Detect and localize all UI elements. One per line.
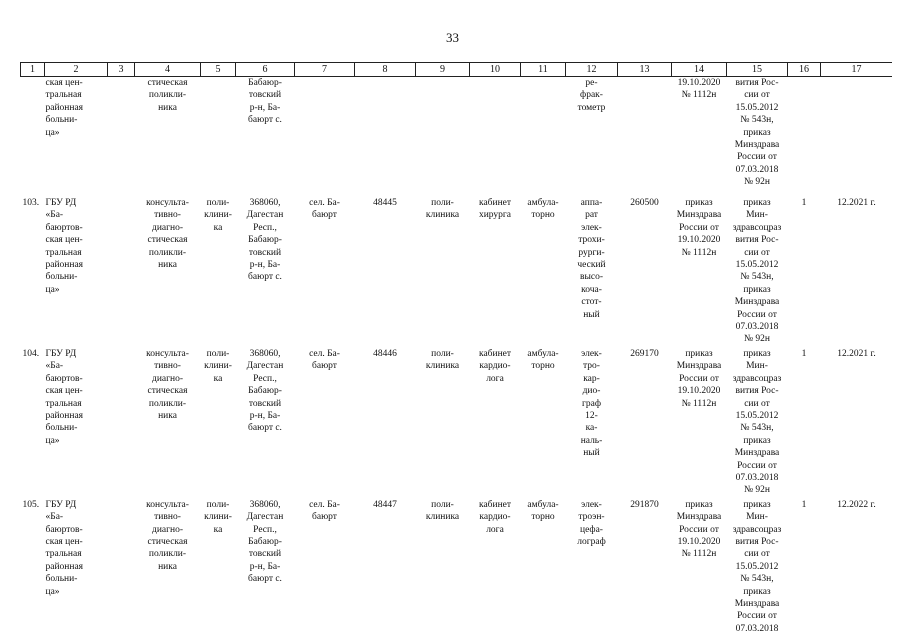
cell-type: поли- клини- ка — [204, 499, 232, 535]
cell-cost: 260500 — [630, 198, 659, 208]
cell-type: поли- клини- ка — [204, 348, 232, 384]
cell-equipment: элек- тро- кар- дио- граф 12- ка- наль- ный — [580, 348, 603, 459]
cell-empty — [108, 346, 135, 497]
cell-locality — [295, 77, 355, 196]
column-header: 11 — [521, 63, 566, 77]
cell-order: приказ Минздрава России от 19.10.2020 № 1112н — [676, 499, 722, 560]
cell-quantity: 1 — [801, 348, 807, 359]
cell-subdivision: консульта- тивно- диагно- стическая поликли- ника — [146, 348, 189, 421]
cell-address: 368060, Дагестан Респ., Бабаюр- товский р-н, Ба- баюрт с. — [246, 198, 284, 283]
page-number: 33 — [446, 30, 459, 45]
continuation-row — [21, 77, 893, 196]
cell-address: Бабаюр- товский р-н, Ба- баюрт с. — [248, 78, 282, 126]
column-number-row — [21, 63, 893, 77]
table-row — [21, 195, 893, 346]
cell-equipment: ре- фрак- тометр — [577, 78, 606, 113]
column-header: 14 — [672, 63, 727, 77]
cell-order: приказ Минздрава России от 19.10.2020 № 1112н — [676, 348, 722, 409]
cell-number — [21, 77, 45, 196]
column-header: 16 — [788, 63, 821, 77]
cell-code: 48446 — [373, 348, 397, 359]
cell-cabinet: кабинет кардио- лога — [478, 348, 512, 384]
cell-mode: амбула- торно — [527, 348, 559, 372]
cell-address: 368060, Дагестан Респ., Бабаюр- товский р-н, Ба- баюрт с. — [246, 499, 284, 585]
table-row — [21, 497, 893, 637]
column-header: 13 — [618, 63, 672, 77]
cell-number: 105. — [22, 499, 40, 510]
cell-empty — [108, 497, 135, 637]
cell-subdivision: консульта- тивно- диагно- стическая поликли- ника — [146, 198, 189, 271]
cell-organization: ГБУ РД «Ба- баюртов- ская цен- тральная районная больни- ца» — [45, 499, 84, 597]
column-header: 8 — [355, 63, 416, 77]
cell-mode: амбула- торно — [527, 198, 559, 221]
equipment-table-wrapper — [20, 62, 892, 640]
cell-code: 48445 — [373, 198, 397, 208]
cell-date: 12.2021 г. — [837, 198, 876, 208]
cell-cost — [618, 77, 672, 196]
table-row — [21, 346, 893, 497]
cell-organization: ГБУ РД «Ба- баюртов- ская цен- тральная районная больни- ца» — [45, 348, 84, 446]
cell-number: 104. — [22, 348, 40, 359]
cell-cabinet — [470, 77, 521, 196]
cell-number: 103. — [22, 198, 40, 208]
column-header: 2 — [45, 63, 108, 77]
cell-standard: приказ Мин- здравсоцраз вития Рос- сии от 15.05.2012 № 543н, приказ Минздрава России от 07.03.2018 № 92н — [732, 348, 782, 496]
cell-equipment: элек- троэн- цефа- лограф — [577, 499, 606, 547]
cell-locality: сел. Ба- баюрт — [309, 499, 340, 523]
cell-code: 48447 — [373, 499, 397, 510]
cell-cost: 269170 — [630, 348, 659, 359]
equipment-table — [20, 62, 892, 637]
column-header: 12 — [566, 63, 618, 77]
column-header: 17 — [821, 63, 893, 77]
cell-date: 12.2022 г. — [837, 499, 876, 510]
column-header: 9 — [416, 63, 470, 77]
cell-empty — [108, 77, 135, 196]
cell-department: поли- клиника — [425, 499, 460, 523]
cell-quantity — [788, 77, 821, 196]
cell-quantity: 1 — [801, 198, 807, 208]
cell-subdivision: стическая поликли- ника — [147, 78, 188, 113]
column-header: 10 — [470, 63, 521, 77]
cell-cabinet: кабинет хирурга — [478, 198, 512, 221]
cell-standard: вития Рос- сии от 15.05.2012 № 543н, приказ Минздрава России от 07.03.2018 № 92н — [734, 78, 780, 188]
cell-cabinet: кабинет кардио- лога — [478, 499, 512, 535]
cell-mode — [521, 77, 566, 196]
cell-code — [355, 77, 416, 196]
cell-subdivision: консульта- тивно- диагно- стическая поликли- ника — [146, 499, 189, 572]
cell-type — [201, 77, 236, 196]
cell-standard: приказ Мин- здравсоцраз вития Рос- сии от 15.05.2012 № 543н, приказ Минздрава России от 07.03.2018 — [732, 499, 782, 634]
column-header: 4 — [135, 63, 201, 77]
cell-type: поли- клини- ка — [204, 198, 232, 233]
column-header: 15 — [727, 63, 788, 77]
cell-date: 12.2021 г. — [837, 348, 876, 359]
cell-order: 19.10.2020 № 1112н — [677, 78, 721, 101]
cell-department: поли- клиника — [425, 348, 460, 372]
cell-locality: сел. Ба- баюрт — [309, 198, 340, 221]
cell-empty — [108, 195, 135, 346]
column-header: 6 — [236, 63, 295, 77]
cell-equipment: аппа- рат элек- трохи- рурги- ческий высо- коча- стот- ный — [577, 198, 606, 320]
column-header: 5 — [201, 63, 236, 77]
cell-quantity: 1 — [801, 499, 807, 510]
column-header: 3 — [108, 63, 135, 77]
cell-organization: ГБУ РД «Ба- баюртов- ская цен- тральная районная больни- ца» — [45, 198, 84, 295]
cell-department: поли- клиника — [425, 198, 460, 221]
cell-cost: 291870 — [630, 499, 659, 510]
cell-organization: ская цен- тральная районная больни- ца» — [45, 78, 84, 138]
cell-department — [416, 77, 470, 196]
cell-mode: амбула- торно — [527, 499, 559, 523]
cell-order: приказ Минздрава России от 19.10.2020 № 1112н — [676, 198, 722, 258]
cell-locality: сел. Ба- баюрт — [309, 348, 340, 372]
column-header: 7 — [295, 63, 355, 77]
cell-standard: приказ Мин- здравсоцраз вития Рос- сии от 15.05.2012 № 543н, приказ Минздрава России от 07.03.2018 № 92н — [732, 198, 782, 345]
column-header: 1 — [21, 63, 45, 77]
cell-date — [821, 77, 893, 196]
cell-address: 368060, Дагестан Респ., Бабаюр- товский р-н, Ба- баюрт с. — [246, 348, 284, 434]
